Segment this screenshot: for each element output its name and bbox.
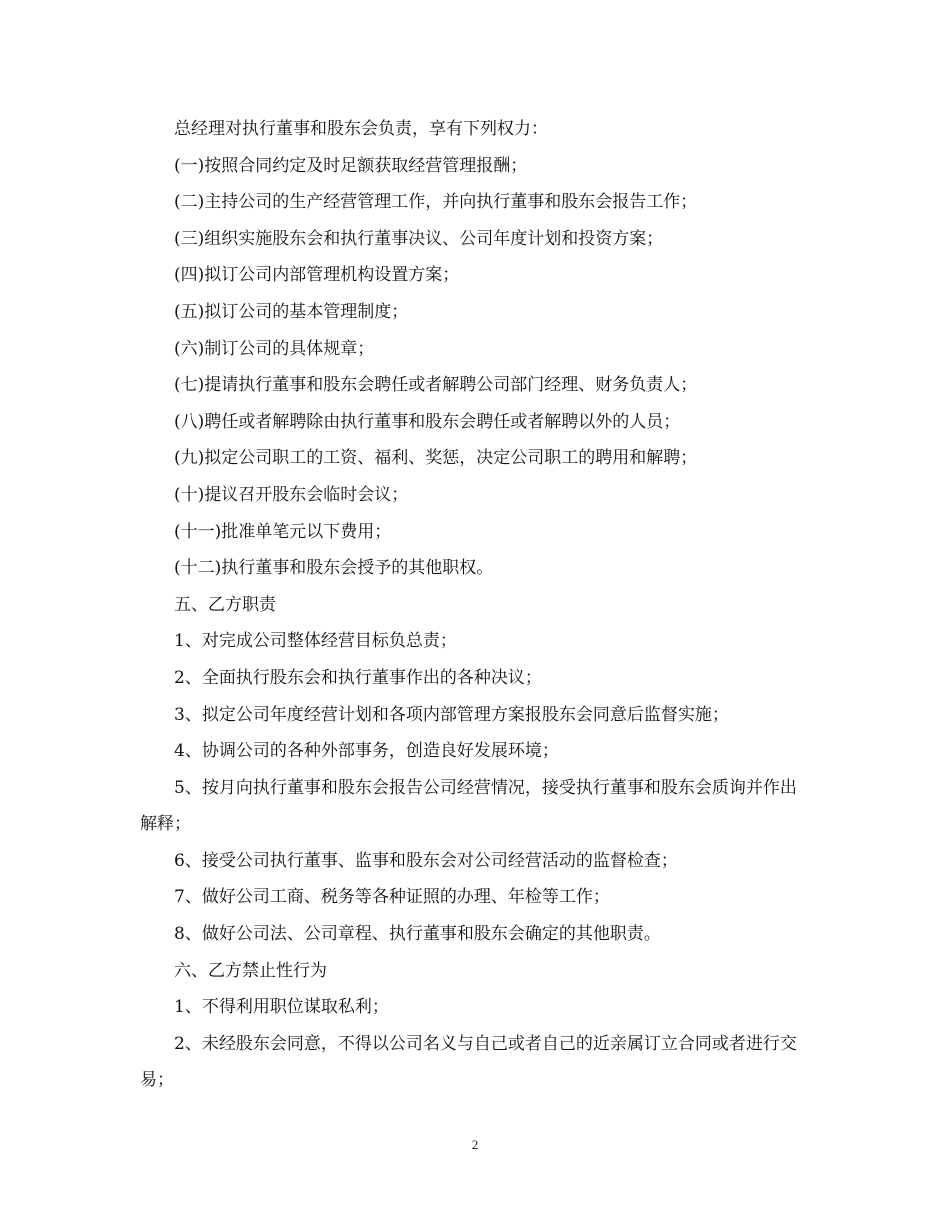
paragraph: (九)拟定公司职工的工资、福利、奖惩，决定公司职工的聘用和解聘； xyxy=(174,448,698,469)
paragraph: 5、按月向执行董事和股东会报告公司经营情况，接受执行董事和股东会质询并作出解释； xyxy=(140,777,797,835)
paragraph: 3、拟定公司年度经营计划和各项内部管理方案报股东会同意后监督实施； xyxy=(174,704,729,725)
paragraph: 6、接受公司执行董事、监事和股东会对公司经营活动的监督检查； xyxy=(174,850,678,871)
paragraph: (三)组织实施股东会和执行董事决议、公司年度计划和投资方案； xyxy=(174,228,664,249)
paragraph: 1、对完成公司整体经营目标负总责； xyxy=(174,631,457,652)
paragraph: (七)提请执行董事和股东会聘任或者解聘公司部门经理、财务负责人； xyxy=(174,375,698,396)
paragraph: (一)按照合同约定及时足额获取经营管理报酬； xyxy=(174,155,528,176)
paragraph: 8、做好公司法、公司章程、执行董事和股东会确定的其他职责。 xyxy=(174,924,661,945)
paragraph: (十)提议召开股东会临时会议； xyxy=(174,484,409,505)
paragraph: (二)主持公司的生产经营管理工作，并向执行董事和股东会报告工作； xyxy=(174,192,698,213)
page-number: 2 xyxy=(471,1137,479,1152)
section-heading: 五、乙方职责 xyxy=(174,594,276,615)
paragraph: 1、不得利用职位谋取私利； xyxy=(174,997,389,1018)
document-body xyxy=(140,111,802,1099)
section-heading: 六、乙方禁止性行为 xyxy=(174,960,327,981)
paragraph: 2、全面执行股东会和执行董事作出的各种决议； xyxy=(174,667,542,688)
paragraph: (八)聘任或者解聘除由执行董事和股东会聘任或者解聘以外的人员； xyxy=(174,411,681,432)
paragraph: (四)拟订公司内部管理机构设置方案； xyxy=(174,265,460,286)
paragraph: 4、协调公司的各种外部事务，创造良好发展环境； xyxy=(174,741,559,762)
paragraph: (五)拟订公司的基本管理制度； xyxy=(174,301,409,322)
paragraph: 总经理对执行董事和股东会负责，享有下列权力： xyxy=(174,119,548,139)
paragraph: 2、未经股东会同意，不得以公司名义与自己或者自己的近亲属订立合同或者进行交易； xyxy=(140,1033,797,1091)
paragraph: (十一)批准单笔元以下费用； xyxy=(174,521,392,542)
paragraph: (十二)执行董事和股东会授予的其他职权。 xyxy=(174,558,494,579)
paragraph: 7、做好公司工商、税务等各种证照的办理、年检等工作； xyxy=(174,887,610,908)
paragraph: (六)制订公司的具体规章； xyxy=(174,338,375,359)
